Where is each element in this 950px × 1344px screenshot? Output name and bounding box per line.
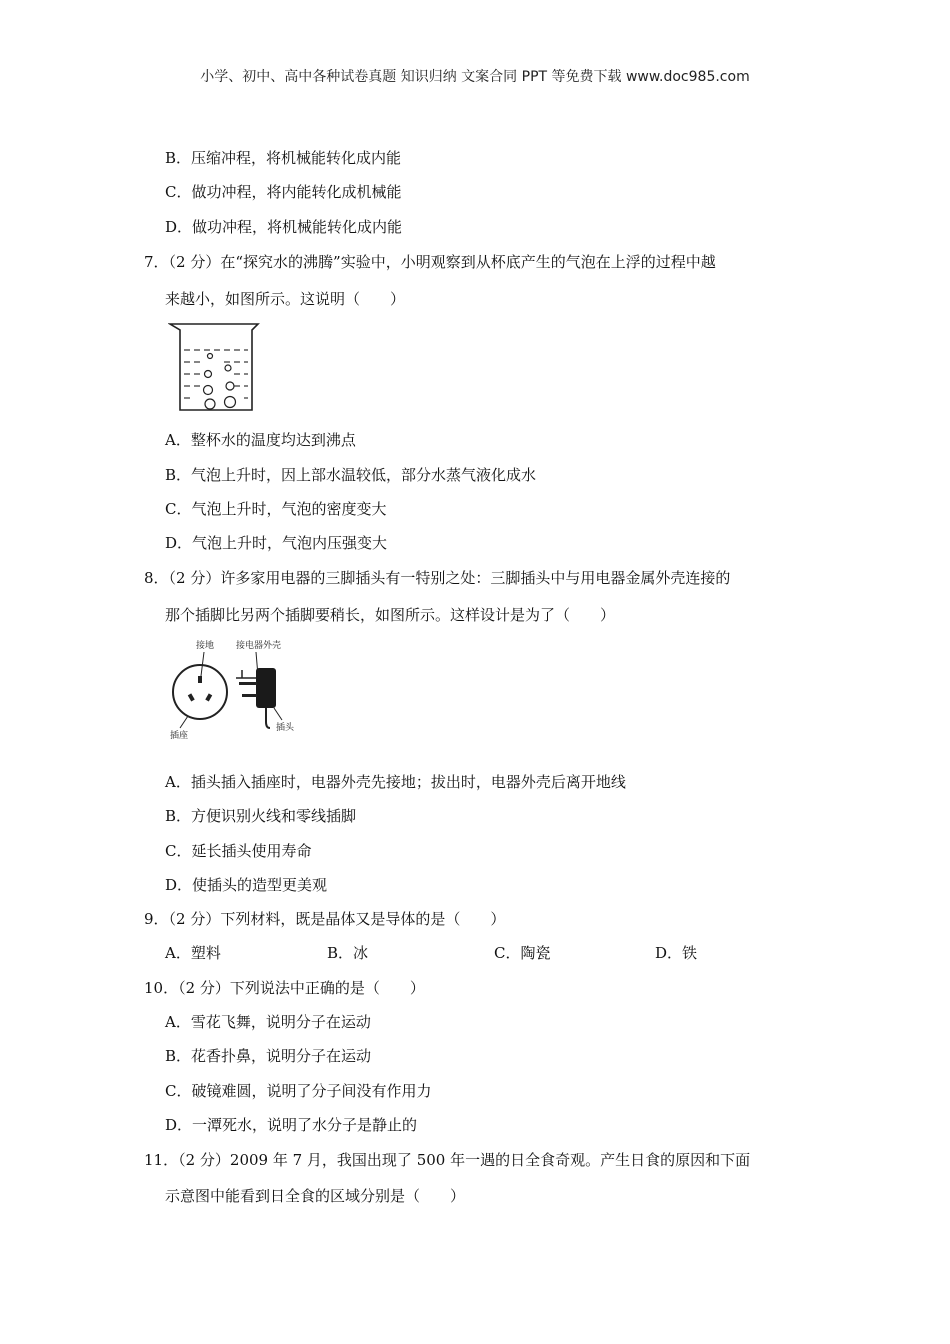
three-prong-plug-figure	[166, 636, 302, 742]
q10-option-b: B．花香扑鼻，说明分子在运动	[165, 1047, 372, 1065]
q8-option-b: B．方便识别火线和零线插脚	[165, 807, 357, 825]
label-plug: 插头	[276, 723, 295, 733]
q9-option-c: C．陶瓷	[494, 944, 551, 962]
q7-option-a: A．整杯水的温度均达到沸点	[165, 431, 356, 449]
q9-option-a: A．塑料	[165, 944, 221, 962]
q10-option-a: A．雪花飞舞，说明分子在运动	[165, 1013, 371, 1031]
q8-stem-line2: 那个插脚比另两个插脚要稍长，如图所示。这样设计是为了（ ）	[165, 606, 616, 624]
q7-option-c: C．气泡上升时，气泡的密度变大	[165, 500, 387, 518]
q7-stem-line1: 7．（2 分）在“探究水的沸腾”实验中，小明观察到从杯底产生的气泡在上浮的过程中越	[144, 253, 716, 271]
label-ground: 接地	[196, 641, 215, 651]
label-socket: 插座	[170, 731, 189, 741]
q8-stem-line1: 8．（2 分）许多家用电器的三脚插头有一特别之处：三脚插头中与用电器金属外壳连接的	[144, 569, 731, 587]
q8-option-a: A．插头插入插座时，电器外壳先接地；拔出时，电器外壳后离开地线	[165, 773, 626, 791]
q10-option-c: C．破镜难圆，说明了分子间没有作用力	[165, 1082, 432, 1100]
q8-option-d: D．使插头的造型更美观	[165, 876, 328, 894]
q6-option-c: C．做功冲程，将内能转化成机械能	[165, 183, 402, 201]
q7-stem-line2: 来越小，如图所示。这说明（ ）	[165, 290, 406, 308]
q7-option-d: D．气泡上升时，气泡内压强变大	[165, 534, 388, 552]
q6-option-d: D．做功冲程，将机械能转化成内能	[165, 218, 403, 236]
q10-stem: 10．（2 分）下列说法中正确的是（ ）	[144, 979, 425, 997]
q8-option-c: C．延长插头使用寿命	[165, 842, 312, 860]
label-shell: 接电器外壳	[236, 641, 282, 651]
q9-option-b: B．冰	[327, 944, 369, 962]
q7-option-b: B．气泡上升时，因上部水温较低，部分水蒸气液化成水	[165, 466, 537, 484]
q11-stem-line2: 示意图中能看到日全食的区域分别是（ ）	[165, 1187, 466, 1205]
q9-stem: 9．（2 分）下列材料，既是晶体又是导体的是（ ）	[144, 910, 506, 928]
q6-option-b: B．压缩冲程，将机械能转化成内能	[165, 149, 402, 167]
q11-stem-line1: 11．（2 分）2009 年 7 月，我国出现了 500 年一遇的日全食奇观。产生日食的原因和下面	[144, 1151, 751, 1169]
beaker-bubbles-figure	[168, 320, 264, 414]
q9-option-d: D．铁	[655, 944, 698, 962]
page-header: 小学、初中、高中各种试卷真题 知识归纳 文案合同 PPT 等免费下载 www.doc985.com	[200, 69, 750, 85]
q10-option-d: D．一潭死水，说明了水分子是静止的	[165, 1116, 418, 1134]
